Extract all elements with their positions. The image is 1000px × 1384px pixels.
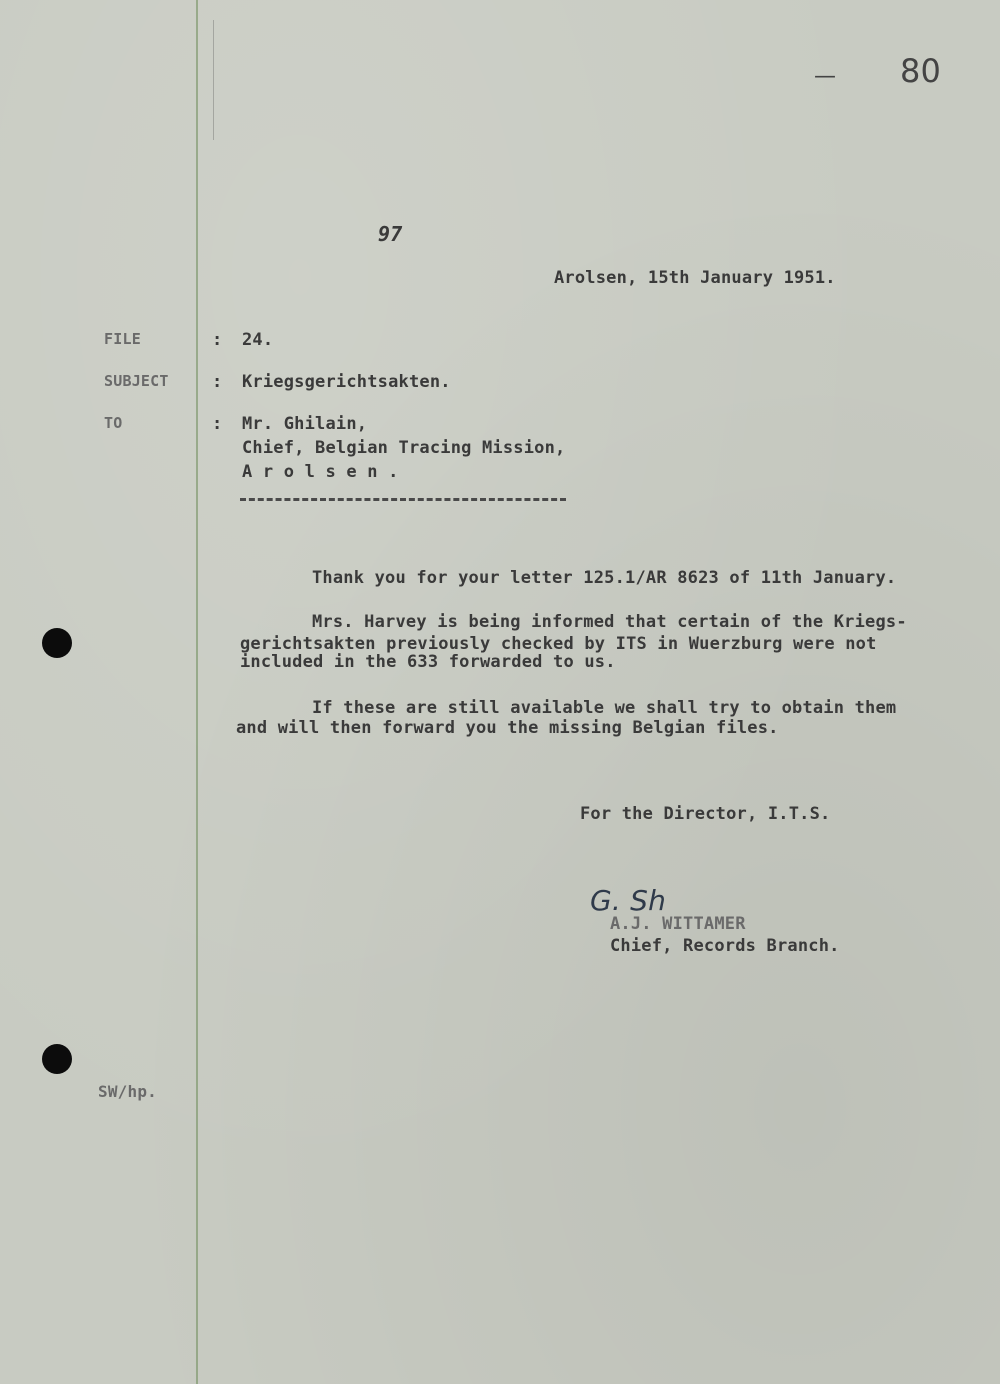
signatory-name: A.J. WITTAMER bbox=[610, 914, 746, 934]
to-line: Mr. Ghilain, bbox=[242, 414, 368, 434]
signatory-title: Chief, Records Branch. bbox=[610, 936, 840, 956]
margin-line bbox=[196, 0, 198, 1384]
paragraph-2-line: Mrs. Harvey is being informed that certain of the Kriegs- bbox=[312, 612, 907, 632]
date-line: Arolsen, 15th January 1951. bbox=[554, 268, 836, 288]
punch-hole bbox=[42, 1044, 72, 1074]
file-value: 24. bbox=[242, 330, 274, 350]
to-line: Chief, Belgian Tracing Mission, bbox=[242, 438, 566, 458]
address-underline bbox=[240, 498, 566, 501]
to-label: TO bbox=[104, 414, 123, 432]
to-separator: : bbox=[212, 414, 223, 434]
page-mark: — bbox=[814, 64, 837, 89]
reference-number: 97 bbox=[378, 222, 403, 246]
file-separator: : bbox=[212, 330, 223, 350]
margin-pencil-line bbox=[213, 20, 214, 140]
to-line: A r o l s e n . bbox=[242, 462, 399, 482]
paragraph-2-line: included in the 633 forwarded to us. bbox=[240, 652, 616, 672]
punch-hole bbox=[42, 628, 72, 658]
paragraph-2-line: gerichtsakten previously checked by ITS in Wuerzburg were not bbox=[240, 634, 877, 654]
subject-label: SUBJECT bbox=[104, 372, 169, 390]
subject-separator: : bbox=[212, 372, 223, 392]
paragraph-1: Thank you for your letter 125.1/AR 8623 of 11th January. bbox=[312, 568, 897, 588]
typist-reference: SW/hp. bbox=[98, 1082, 157, 1101]
page-number: 80 bbox=[900, 52, 942, 90]
paragraph-3-line: and will then forward you the missing Belgian files. bbox=[236, 718, 779, 738]
handwritten-initials: G. Sh bbox=[590, 884, 667, 917]
subject-value: Kriegsgerichtsakten. bbox=[242, 372, 451, 392]
paragraph-3-line: If these are still available we shall try to obtain them bbox=[312, 698, 897, 718]
signature-for-line: For the Director, I.T.S. bbox=[580, 804, 831, 824]
file-label: FILE bbox=[104, 330, 141, 348]
